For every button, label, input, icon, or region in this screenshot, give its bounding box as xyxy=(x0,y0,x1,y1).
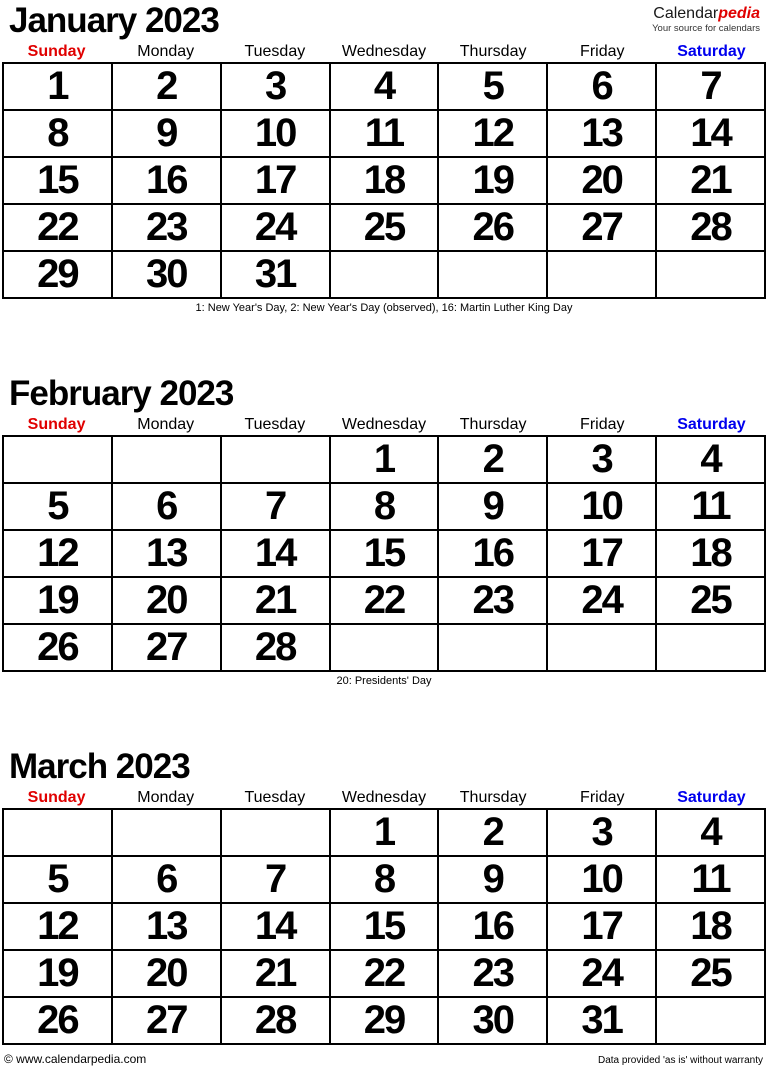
day-cell-11: 11 xyxy=(656,856,765,903)
day-cell-23: 23 xyxy=(438,577,547,624)
day-cell-18: 18 xyxy=(330,157,439,204)
empty-cell xyxy=(438,251,547,298)
day-cell-20: 20 xyxy=(112,577,221,624)
month-grid-march xyxy=(2,808,766,1045)
day-cell-14: 14 xyxy=(221,530,330,577)
day-cell-16: 16 xyxy=(438,903,547,950)
day-cell-9: 9 xyxy=(438,856,547,903)
day-cell-10: 10 xyxy=(547,483,656,530)
week-row xyxy=(3,157,765,204)
day-cell-1: 1 xyxy=(3,63,112,110)
week-row xyxy=(3,809,765,856)
empty-cell xyxy=(221,809,330,856)
day-cell-3: 3 xyxy=(221,63,330,110)
weekday-wednesday: Wednesday xyxy=(341,43,427,60)
week-row xyxy=(3,577,765,624)
empty-cell xyxy=(221,436,330,483)
weekday-friday: Friday xyxy=(580,789,625,806)
month-february xyxy=(2,375,766,688)
empty-cell xyxy=(547,251,656,298)
weekday-thursday: Thursday xyxy=(459,789,527,806)
weekday-wednesday: Wednesday xyxy=(341,416,427,433)
weekday-wednesday: Wednesday xyxy=(341,789,427,806)
day-cell-2: 2 xyxy=(438,809,547,856)
day-cell-15: 15 xyxy=(330,903,439,950)
day-cell-17: 17 xyxy=(547,530,656,577)
day-cell-14: 14 xyxy=(221,903,330,950)
empty-cell xyxy=(3,809,112,856)
day-cell-27: 27 xyxy=(112,624,221,671)
day-cell-20: 20 xyxy=(547,157,656,204)
day-cell-16: 16 xyxy=(438,530,547,577)
day-cell-28: 28 xyxy=(221,624,330,671)
week-row xyxy=(3,251,765,298)
day-cell-9: 9 xyxy=(112,110,221,157)
day-cell-16: 16 xyxy=(112,157,221,204)
weekday-monday: Monday xyxy=(137,43,195,60)
day-cell-1: 1 xyxy=(330,809,439,856)
weekday-saturday: Saturday xyxy=(677,416,746,433)
day-cell-13: 13 xyxy=(112,530,221,577)
weekday-friday: Friday xyxy=(580,43,625,60)
day-cell-8: 8 xyxy=(330,856,439,903)
day-cell-24: 24 xyxy=(221,204,330,251)
day-cell-19: 19 xyxy=(3,950,112,997)
weekday-thursday: Thursday xyxy=(459,416,527,433)
day-cell-7: 7 xyxy=(656,63,765,110)
day-cell-5: 5 xyxy=(3,856,112,903)
week-row xyxy=(3,856,765,903)
day-cell-13: 13 xyxy=(112,903,221,950)
month-title-march: March 2023 xyxy=(9,747,190,786)
weekday-header-row xyxy=(2,416,766,433)
empty-cell xyxy=(112,436,221,483)
day-cell-2: 2 xyxy=(112,63,221,110)
day-cell-4: 4 xyxy=(656,436,765,483)
day-cell-1: 1 xyxy=(330,436,439,483)
day-cell-27: 27 xyxy=(547,204,656,251)
day-cell-19: 19 xyxy=(438,157,547,204)
day-cell-17: 17 xyxy=(221,157,330,204)
empty-cell xyxy=(438,624,547,671)
day-cell-13: 13 xyxy=(547,110,656,157)
day-cell-27: 27 xyxy=(112,997,221,1044)
day-cell-30: 30 xyxy=(112,251,221,298)
weekday-monday: Monday xyxy=(137,789,195,806)
day-cell-4: 4 xyxy=(656,809,765,856)
empty-cell xyxy=(3,436,112,483)
empty-cell xyxy=(112,809,221,856)
day-cell-26: 26 xyxy=(3,624,112,671)
brand-name-suffix: pedia xyxy=(718,5,760,22)
week-row xyxy=(3,997,765,1044)
day-cell-8: 8 xyxy=(3,110,112,157)
day-cell-20: 20 xyxy=(112,950,221,997)
holiday-footnote-january: 1: New Year's Day, 2: New Year's Day (observed), 16: Martin Luther King Day xyxy=(195,302,573,314)
day-cell-18: 18 xyxy=(656,530,765,577)
day-cell-30: 30 xyxy=(438,997,547,1044)
day-cell-31: 31 xyxy=(547,997,656,1044)
day-cell-31: 31 xyxy=(221,251,330,298)
months-container xyxy=(0,2,768,1045)
day-cell-21: 21 xyxy=(656,157,765,204)
day-cell-3: 3 xyxy=(547,809,656,856)
month-title-february: February 2023 xyxy=(9,374,234,413)
day-cell-23: 23 xyxy=(112,204,221,251)
day-cell-21: 21 xyxy=(221,950,330,997)
day-cell-24: 24 xyxy=(547,577,656,624)
weekday-tuesday: Tuesday xyxy=(244,43,306,60)
weekday-sunday: Sunday xyxy=(27,43,86,60)
day-cell-26: 26 xyxy=(3,997,112,1044)
day-cell-6: 6 xyxy=(112,856,221,903)
weekday-header-row xyxy=(2,43,766,60)
day-cell-7: 7 xyxy=(221,856,330,903)
day-cell-25: 25 xyxy=(330,204,439,251)
week-row xyxy=(3,483,765,530)
weekday-friday: Friday xyxy=(580,416,625,433)
empty-cell xyxy=(656,251,765,298)
day-cell-6: 6 xyxy=(112,483,221,530)
empty-cell xyxy=(547,624,656,671)
copyright-text: © www.calendarpedia.com xyxy=(4,1052,147,1066)
day-cell-24: 24 xyxy=(547,950,656,997)
day-cell-6: 6 xyxy=(547,63,656,110)
day-cell-18: 18 xyxy=(656,903,765,950)
day-cell-7: 7 xyxy=(221,483,330,530)
weekday-thursday: Thursday xyxy=(459,43,527,60)
empty-cell xyxy=(656,997,765,1044)
weekday-header-row xyxy=(2,789,766,806)
week-row xyxy=(3,436,765,483)
day-cell-22: 22 xyxy=(3,204,112,251)
day-cell-29: 29 xyxy=(3,251,112,298)
day-cell-15: 15 xyxy=(330,530,439,577)
day-cell-26: 26 xyxy=(438,204,547,251)
month-grid-january xyxy=(2,62,766,299)
empty-cell xyxy=(656,624,765,671)
day-cell-5: 5 xyxy=(438,63,547,110)
week-row xyxy=(3,204,765,251)
week-row xyxy=(3,530,765,577)
day-cell-3: 3 xyxy=(547,436,656,483)
brand-name-prefix: Calendar xyxy=(653,5,719,22)
month-title-january: January 2023 xyxy=(9,1,219,40)
day-cell-28: 28 xyxy=(221,997,330,1044)
weekday-tuesday: Tuesday xyxy=(244,789,306,806)
holiday-footnote-february: 20: Presidents' Day xyxy=(336,675,432,687)
day-cell-15: 15 xyxy=(3,157,112,204)
day-cell-9: 9 xyxy=(438,483,547,530)
day-cell-5: 5 xyxy=(3,483,112,530)
day-cell-17: 17 xyxy=(547,903,656,950)
empty-cell xyxy=(330,624,439,671)
day-cell-11: 11 xyxy=(656,483,765,530)
day-cell-28: 28 xyxy=(656,204,765,251)
week-row xyxy=(3,950,765,997)
day-cell-23: 23 xyxy=(438,950,547,997)
day-cell-8: 8 xyxy=(330,483,439,530)
disclaimer-text: Data provided 'as is' without warranty xyxy=(597,1055,763,1066)
weekday-sunday: Sunday xyxy=(27,789,86,806)
month-march xyxy=(2,748,766,1045)
empty-cell xyxy=(330,251,439,298)
day-cell-11: 11 xyxy=(330,110,439,157)
day-cell-12: 12 xyxy=(3,903,112,950)
day-cell-10: 10 xyxy=(221,110,330,157)
day-cell-12: 12 xyxy=(438,110,547,157)
day-cell-29: 29 xyxy=(330,997,439,1044)
month-grid-february xyxy=(2,435,766,672)
day-cell-10: 10 xyxy=(547,856,656,903)
weekday-monday: Monday xyxy=(137,416,195,433)
weekday-saturday: Saturday xyxy=(677,43,746,60)
day-cell-21: 21 xyxy=(221,577,330,624)
brand-tagline: Your source for calendars xyxy=(652,22,760,34)
week-row xyxy=(3,903,765,950)
day-cell-19: 19 xyxy=(3,577,112,624)
day-cell-22: 22 xyxy=(330,950,439,997)
day-cell-14: 14 xyxy=(656,110,765,157)
day-cell-22: 22 xyxy=(330,577,439,624)
week-row xyxy=(3,110,765,157)
weekday-tuesday: Tuesday xyxy=(244,416,306,433)
day-cell-25: 25 xyxy=(656,577,765,624)
weekday-saturday: Saturday xyxy=(677,789,746,806)
month-january xyxy=(2,2,766,315)
weekday-sunday: Sunday xyxy=(27,416,86,433)
day-cell-12: 12 xyxy=(3,530,112,577)
week-row xyxy=(3,624,765,671)
day-cell-25: 25 xyxy=(656,950,765,997)
day-cell-4: 4 xyxy=(330,63,439,110)
day-cell-2: 2 xyxy=(438,436,547,483)
page-footer xyxy=(4,1052,763,1066)
week-row xyxy=(3,63,765,110)
